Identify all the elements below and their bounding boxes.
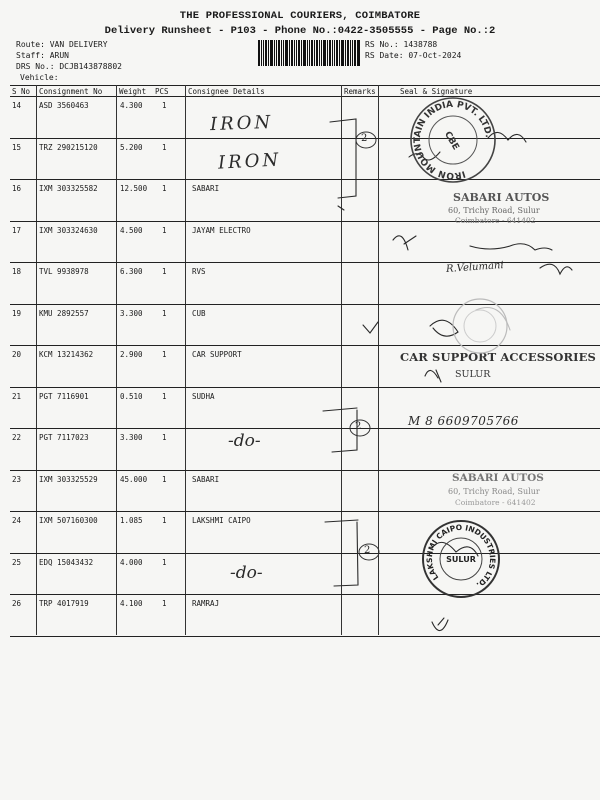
handwritten-note: -do- bbox=[228, 431, 261, 451]
sabari-stamp-name: SABARI AUTOS bbox=[452, 472, 544, 484]
cell-weight: 2.900 bbox=[120, 350, 143, 359]
document-subtitle: Delivery Runsheet - P103 - Phone No.:0422-3505555 - Page No.:2 bbox=[104, 25, 496, 37]
cell-weight: 6.300 bbox=[120, 267, 143, 276]
col-header-consignee: Consignee Details bbox=[188, 87, 265, 96]
cell-pcs: 1 bbox=[162, 599, 167, 608]
iron-mountain-ring-text: IRON MOUNTAIN INDIA PVT. LTD. bbox=[412, 99, 493, 181]
cell-consignee: JAYAM ELECTRO bbox=[192, 225, 251, 235]
cell-weight: 4.100 bbox=[120, 599, 143, 608]
col-header-weight: Weight bbox=[119, 87, 147, 96]
signature-mark bbox=[393, 236, 416, 250]
cell-sno: 16 bbox=[12, 184, 22, 193]
cell-consignee: CUB bbox=[192, 308, 206, 318]
signature-mark bbox=[409, 152, 440, 160]
row-divider bbox=[10, 470, 600, 471]
row-divider bbox=[10, 511, 600, 512]
cell-weight: 1.085 bbox=[120, 516, 143, 525]
car-support-stamp-place: SULUR bbox=[455, 369, 491, 380]
cell-consignment: IXM 507160300 bbox=[39, 516, 98, 525]
row-divider bbox=[10, 304, 600, 305]
circled-number: 2 bbox=[364, 545, 371, 556]
cell-consignment: PGT 7116901 bbox=[39, 391, 89, 401]
cell-pcs: 1 bbox=[162, 474, 167, 484]
circled-number: 2 bbox=[355, 421, 362, 432]
cell-weight: 12.500 bbox=[120, 184, 148, 193]
sabari-stamp-name: SABARI AUTOS bbox=[453, 191, 550, 204]
cell-weight: 3.300 bbox=[120, 308, 143, 318]
faint-seal bbox=[445, 296, 515, 356]
signature-mark bbox=[430, 320, 458, 336]
cell-pcs: 1 bbox=[162, 557, 167, 567]
staff-label: Staff: ARUN bbox=[16, 51, 69, 60]
header-bottom-rule bbox=[10, 96, 600, 97]
drs-label: DRS No.: DCJB143878802 bbox=[16, 62, 122, 71]
cell-consignee: SABARI bbox=[192, 474, 220, 484]
cell-consignment: ASD 3560463 bbox=[39, 101, 89, 110]
cell-sno: 19 bbox=[12, 308, 22, 318]
cell-consignment: TRZ 290215120 bbox=[39, 142, 98, 152]
signature-mark bbox=[425, 370, 441, 382]
cell-consignee: CAR SUPPORT bbox=[192, 350, 242, 359]
cell-consignment: IXM 303325582 bbox=[39, 184, 98, 193]
runsheet-meta-left bbox=[16, 39, 122, 83]
cell-consignment: TRP 4017919 bbox=[39, 599, 89, 608]
iron-mountain-seal bbox=[408, 95, 498, 185]
handwritten-note: -do- bbox=[230, 563, 263, 583]
sabari-stamp-city: Coimbatore - 641402 bbox=[455, 498, 536, 507]
cell-weight: 4.300 bbox=[120, 101, 143, 110]
signature-mark bbox=[540, 264, 572, 274]
cell-consignee: RVS bbox=[192, 267, 206, 276]
cell-consignment: KCM 13214362 bbox=[39, 350, 94, 359]
handwritten-phone: M 8 6609705766 bbox=[408, 414, 519, 428]
tick-mark bbox=[363, 322, 378, 333]
rs-date: RS Date: 07-Oct-2024 bbox=[365, 51, 462, 60]
cell-pcs: 1 bbox=[162, 391, 167, 401]
cell-sno: 18 bbox=[12, 267, 22, 276]
col-header-remarks: Remarks bbox=[344, 87, 376, 96]
cell-sno: 23 bbox=[12, 474, 22, 484]
cell-weight: 4.500 bbox=[120, 225, 143, 235]
cell-consignment: PGT 7117023 bbox=[39, 433, 89, 442]
bracket-mark bbox=[330, 119, 356, 198]
lakshmi-industries-seal bbox=[420, 518, 502, 600]
signature-mark bbox=[432, 542, 478, 556]
sabari-stamp-address: 60, Trichy Road, Sulur bbox=[448, 206, 540, 215]
handwritten-note: IRON bbox=[217, 149, 282, 174]
cell-consignment: IXM 303325529 bbox=[39, 474, 98, 484]
cell-pcs: 1 bbox=[162, 433, 167, 442]
row-divider bbox=[10, 387, 600, 388]
cell-pcs: 1 bbox=[162, 142, 167, 152]
cell-consignment: IXM 303324630 bbox=[39, 225, 98, 235]
lakshmi-ring-text: LAKSHMI CAIPO INDUSTRIES LTD. bbox=[424, 522, 498, 590]
barcode-image bbox=[258, 40, 360, 66]
tick-mark bbox=[432, 618, 448, 631]
cell-weight: 4.000 bbox=[120, 557, 143, 567]
row-divider bbox=[10, 262, 600, 263]
route-label: Route: VAN DELIVERY bbox=[16, 40, 108, 49]
cell-sno: 22 bbox=[12, 433, 22, 442]
cell-sno: 26 bbox=[12, 599, 22, 608]
table-top-rule bbox=[10, 85, 600, 86]
iron-mountain-center: CBE bbox=[442, 130, 461, 152]
barcode-bars bbox=[258, 40, 360, 66]
lakshmi-center-text: SULUR bbox=[446, 555, 476, 564]
svg-text:LAKSHMI CAIPO INDUSTRIES LTD. bbox=[420, 518, 502, 600]
row-divider bbox=[10, 345, 600, 346]
cell-weight: 3.300 bbox=[120, 433, 143, 442]
row-divider bbox=[10, 594, 600, 595]
svg-text:IRON MOUNTAIN INDIA PVT. LTD. bbox=[408, 95, 498, 185]
cell-consignee: LAKSHMI CAIPO bbox=[192, 516, 251, 525]
col-header-sno: S No bbox=[12, 87, 31, 96]
cell-sno: 14 bbox=[12, 101, 22, 110]
cell-consignee: RAMRAJ bbox=[192, 599, 220, 608]
cell-sno: 20 bbox=[12, 350, 22, 359]
cell-sno: 15 bbox=[12, 142, 22, 152]
row-divider bbox=[10, 138, 600, 139]
cell-sno: 21 bbox=[12, 391, 22, 401]
car-support-stamp-name: CAR SUPPORT ACCESSORIES bbox=[400, 350, 596, 364]
handwritten-name: R.Velumani bbox=[445, 260, 504, 275]
circled-number: 2 bbox=[361, 133, 368, 144]
cell-consignee: SUDHA bbox=[192, 391, 215, 401]
bracket-mark bbox=[323, 408, 357, 452]
cell-weight: 0.510 bbox=[120, 391, 143, 401]
rs-number: RS No.: 1438788 bbox=[365, 40, 438, 49]
cell-sno: 17 bbox=[12, 225, 22, 235]
cell-pcs: 1 bbox=[162, 184, 167, 193]
col-header-seal: Seal & Signature bbox=[400, 87, 473, 96]
cell-weight: 5.200 bbox=[120, 142, 143, 152]
cell-pcs: 1 bbox=[162, 101, 167, 110]
handwritten-note: IRON bbox=[209, 111, 274, 136]
cell-pcs: 1 bbox=[162, 350, 167, 359]
cell-sno: 25 bbox=[12, 557, 22, 567]
signature-mark bbox=[470, 244, 552, 250]
row-divider bbox=[10, 179, 600, 180]
sabari-stamp-city: Coimbatore - 641402 bbox=[455, 216, 536, 225]
row-divider bbox=[10, 636, 600, 637]
document-title: THE PROFESSIONAL COURIERS, COIMBATORE bbox=[179, 10, 421, 22]
cell-consignment: KMU 2892557 bbox=[39, 308, 89, 318]
col-header-consignment: Consignment No bbox=[39, 87, 103, 96]
cell-consignment: EDQ 15043432 bbox=[39, 557, 94, 567]
cell-weight: 45.000 bbox=[120, 474, 148, 484]
cell-sno: 24 bbox=[12, 516, 22, 525]
row-divider bbox=[10, 428, 600, 429]
cell-consignee: SABARI bbox=[192, 184, 220, 193]
runsheet-meta-right bbox=[365, 39, 461, 61]
row-divider bbox=[10, 553, 600, 554]
col-header-pcs: PCS bbox=[155, 87, 169, 96]
cell-consignment: TVL 9938978 bbox=[39, 267, 89, 276]
vehicle-label: Vehicle: bbox=[20, 73, 59, 82]
cell-pcs: 1 bbox=[162, 516, 167, 525]
cell-pcs: 1 bbox=[162, 225, 167, 235]
cell-pcs: 1 bbox=[162, 308, 167, 318]
sabari-stamp-address: 60, Trichy Road, Sulur bbox=[448, 487, 540, 496]
cell-pcs: 1 bbox=[162, 267, 167, 276]
faint-mark bbox=[476, 308, 510, 331]
